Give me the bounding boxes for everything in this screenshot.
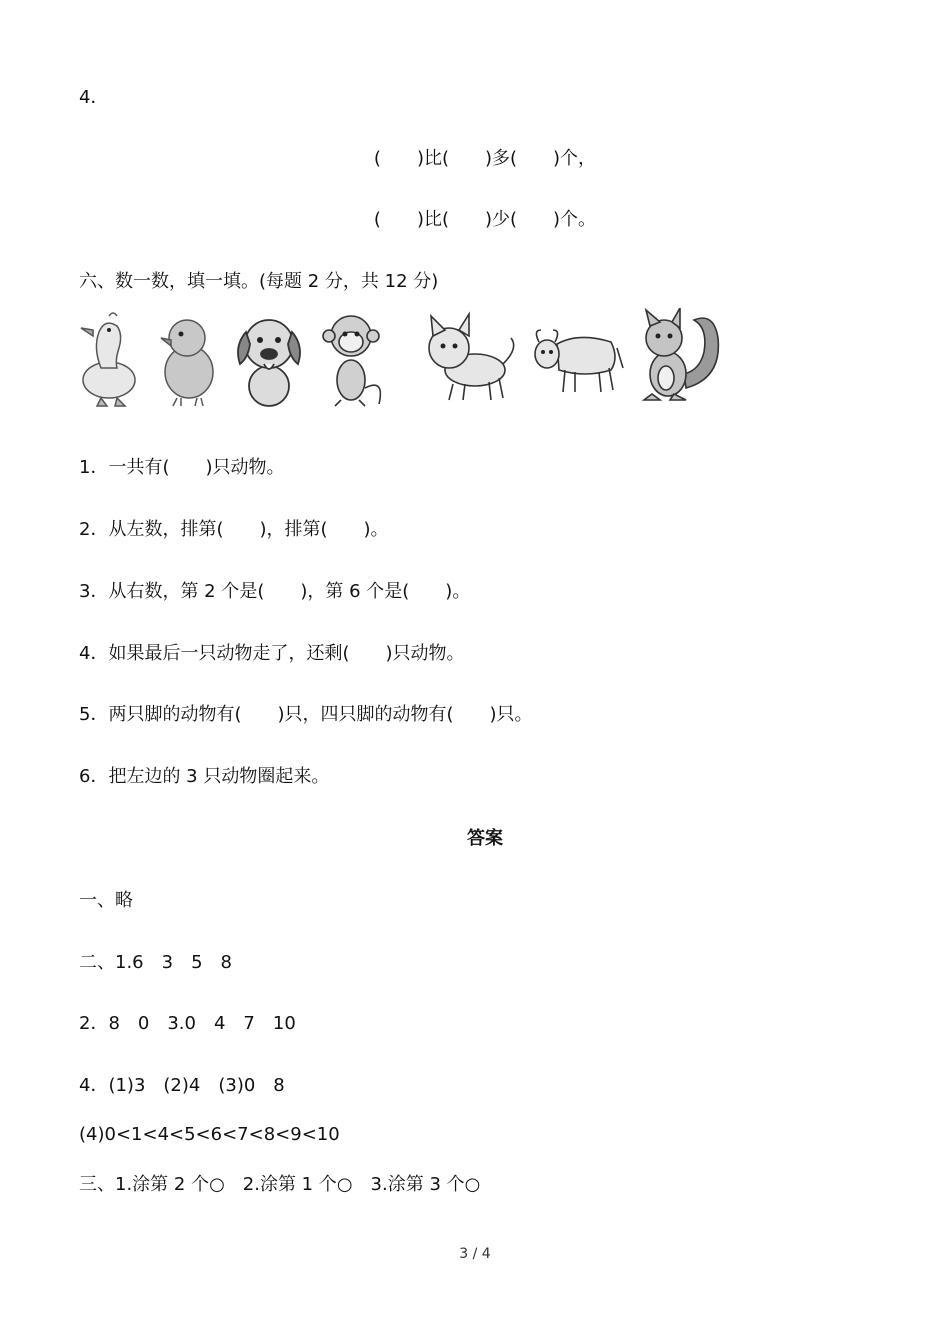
question-6-6: 6．把左边的 3 只动物圈起来。 xyxy=(79,766,330,787)
answers-title: 答案 xyxy=(467,828,503,849)
page-number: 3 / 4 xyxy=(459,1246,491,1262)
answer-5: (4)0<1<4<5<6<7<8<9<10 xyxy=(79,1124,340,1145)
animal-row xyxy=(79,308,724,410)
puppy-icon xyxy=(234,308,304,408)
monkey-icon xyxy=(319,308,389,408)
squirrel-icon xyxy=(634,308,724,408)
question-6-5: 5．两只脚的动物有( )只，四只脚的动物有( )只。 xyxy=(79,704,533,725)
answer-2: 二、1.6 3 5 8 xyxy=(79,952,232,973)
chick-icon xyxy=(157,308,219,408)
question-6-4: 4．如果最后一只动物走了，还剩( )只动物。 xyxy=(79,643,465,664)
section-6-title: 六、数一数，填一填。(每题 2 分，共 12 分) xyxy=(79,271,439,292)
question-4-line-2: ( )比( )少( )个。 xyxy=(373,209,597,230)
question-4-header: 4． xyxy=(79,87,109,108)
ox-icon xyxy=(529,308,624,408)
answer-3: 2．8 0 3.0 4 7 10 xyxy=(79,1013,296,1034)
duck-icon xyxy=(79,308,141,408)
question-6-2: 2．从左数，排第( )，排第( )。 xyxy=(79,519,389,540)
question-6-3: 3．从右数，第 2 个是( )，第 6 个是( )。 xyxy=(79,581,471,602)
question-6-1: 1．一共有( )只动物。 xyxy=(79,457,285,478)
answer-4: 4．(1)3 (2)4 (3)0 8 xyxy=(79,1075,285,1096)
cat-icon xyxy=(419,308,519,408)
question-4-line-1: ( )比( )多( )个， xyxy=(373,148,597,169)
answer-6: 三、1.涂第 2 个○ 2.涂第 1 个○ 3.涂第 3 个○ xyxy=(79,1174,481,1195)
answer-1: 一、略 xyxy=(79,890,133,911)
